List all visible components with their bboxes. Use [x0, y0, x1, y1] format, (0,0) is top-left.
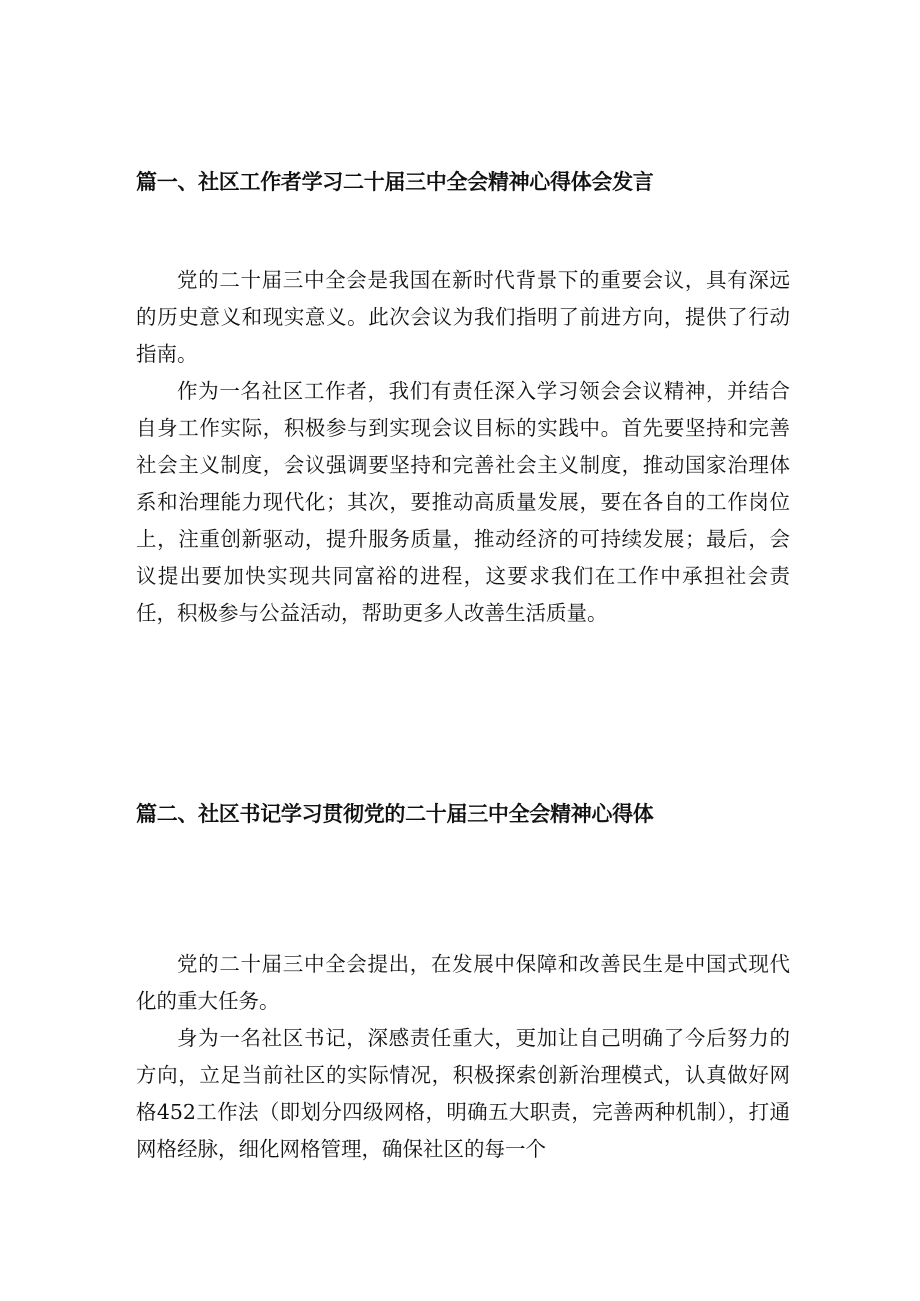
paragraph: 党的二十届三中全会提出，在发展中保障和改善民生是中国式现代化的重大任务。: [136, 952, 790, 1013]
section-title-1: 篇一、社区工作者学习二十届三中全会精神心得体会发言: [136, 170, 654, 194]
section-body-2: [136, 946, 790, 1168]
section-title-2: 篇二、社区书记学习贯彻党的二十届三中全会精神心得体: [136, 802, 654, 826]
paragraph: 身为一名社区书记，深感责任重大，更加让自己明确了今后努力的方向，立足当前社区的实际情况，积极探索创新治理模式，认真做好网格452工作法（即划分四级网格，明确五大职责，完善两种机制），打通网格经脉，细化网格管理，确保社区的每一个: [136, 1026, 790, 1161]
paragraph: 作为一名社区工作者，我们有责任深入学习领会会议精神，并结合自身工作实际，积极参与到实现会议目标的实践中。首先要坚持和完善社会主义制度，会议强调要坚持和完善社会主义制度，推动国家治理体系和治理能力现代化；其次，要推动高质量发展，要在各自的工作岗位上，注重创新驱动，提升服务质量，推动经济的可持续发展；最后，会议提出要加快实现共同富裕的进程，这要求我们在工作中承担社会责任，积极参与公益活动，帮助更多人改善生活质量。: [136, 379, 790, 625]
paragraph: 党的二十届三中全会是我国在新时代背景下的重要会议，具有深远的历史意义和现实意义。此次会议为我们指明了前进方向，提供了行动指南。: [136, 268, 790, 366]
section-body-1: [136, 262, 790, 632]
